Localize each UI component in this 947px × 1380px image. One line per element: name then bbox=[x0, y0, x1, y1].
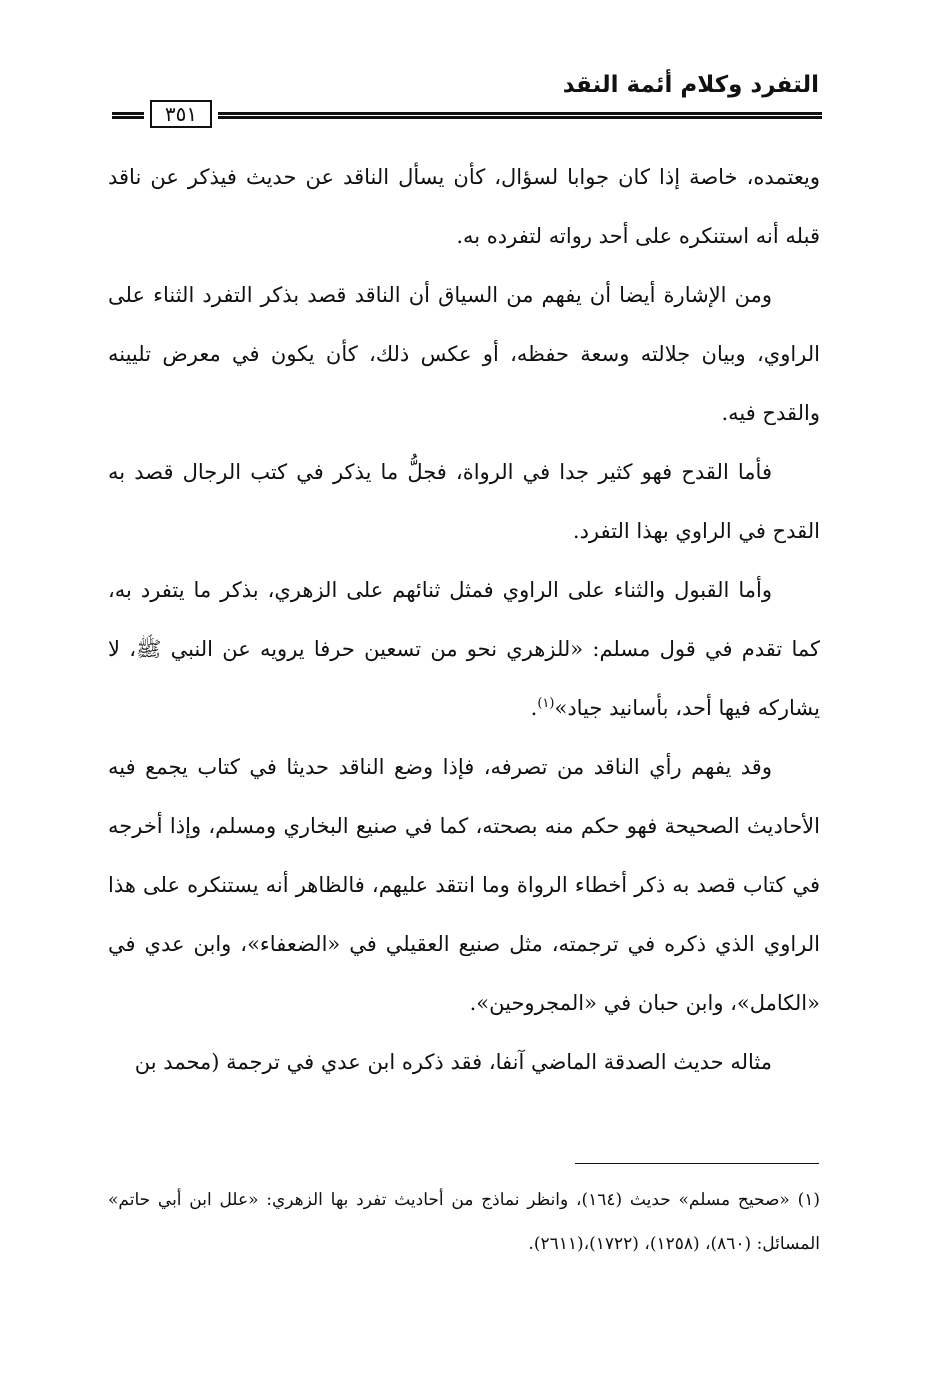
paragraph-text: ويعتمده، خاصة إذا كان جوابا لسؤال، كأن يسأل الناقد عن حديث فيذكر عن ناقد قبله أنه استنكره على أحد رواته لتفرده به. bbox=[108, 165, 820, 248]
paragraph-text: وأما القبول والثناء على الراوي فمثل ثنائهم على الزهري، بذكر ما يتفرد به، كما تقدم في قول مسلم: «للزهري نحو من تسعين حرفا يرويه عن النبي ﷺ، لا يشاركه فيها أحد، بأسانيد جياد» bbox=[108, 578, 820, 720]
paragraph-6 bbox=[108, 1033, 820, 1092]
paragraph-4 bbox=[108, 561, 820, 738]
footnote-separator bbox=[575, 1163, 819, 1164]
paragraph-text: مثاله حديث الصدقة الماضي آنفا، فقد ذكره ابن عدي في ترجمة (محمد بن bbox=[134, 1050, 772, 1074]
footnote-reference[interactable]: (١) bbox=[537, 696, 555, 711]
paragraph-3 bbox=[108, 443, 820, 561]
paragraph-text: فأما القدح فهو كثير جدا في الرواة، فجلُّ ما يذكر في كتب الرجال قصد به القدح في الراوي بهذا التفرد. bbox=[108, 460, 820, 543]
header-rule-right-segment bbox=[218, 112, 822, 119]
paragraph-tail: . bbox=[530, 696, 538, 720]
paragraph-text: ومن الإشارة أيضا أن يفهم من السياق أن الناقد قصد بذكر التفرد الثناء على الراوي، وبيان جلالته وسعة حفظه، أو عكس ذلك، كأن يكون في معرض تليينه والقدح فيه. bbox=[108, 283, 820, 425]
paragraph-2 bbox=[108, 266, 820, 443]
footnote bbox=[108, 1178, 820, 1266]
paragraph-1 bbox=[108, 148, 820, 266]
page-number-box: ٣٥١ bbox=[150, 100, 212, 128]
footnote-text: (١) «صحيح مسلم» حديث (١٦٤)، وانظر نماذج من أحاديث تفرد بها الزهري: «علل ابن أبي حاتم» المسائل: (٨٦٠)، (١٢٥٨)، (١٧٢٢)،(٢٦١١). bbox=[108, 1190, 820, 1254]
body-text bbox=[108, 148, 820, 1092]
running-header-title: التفرد وكلام أئمة النقد bbox=[562, 72, 819, 98]
header-rule-left-segment bbox=[112, 112, 144, 119]
paragraph-5 bbox=[108, 738, 820, 1033]
header-rule bbox=[112, 100, 822, 130]
paragraph-text: وقد يفهم رأي الناقد من تصرفه، فإذا وضع الناقد حديثا في كتاب يجمع فيه الأحاديث الصحيحة فهو حكم منه بصحته، كما في صنيع البخاري ومسلم، وإذا أخرجه في كتاب قصد به ذكر أخطاء الرواة وما انتقد عليهم، فالظاهر أنه يستنكره على هذا الراوي الذي ذكره في ترجمته، مثل صنيع العقيلي في «الضعفاء»، وابن عدي في «الكامل»، وابن حبان في «المجروحين». bbox=[108, 755, 820, 1015]
